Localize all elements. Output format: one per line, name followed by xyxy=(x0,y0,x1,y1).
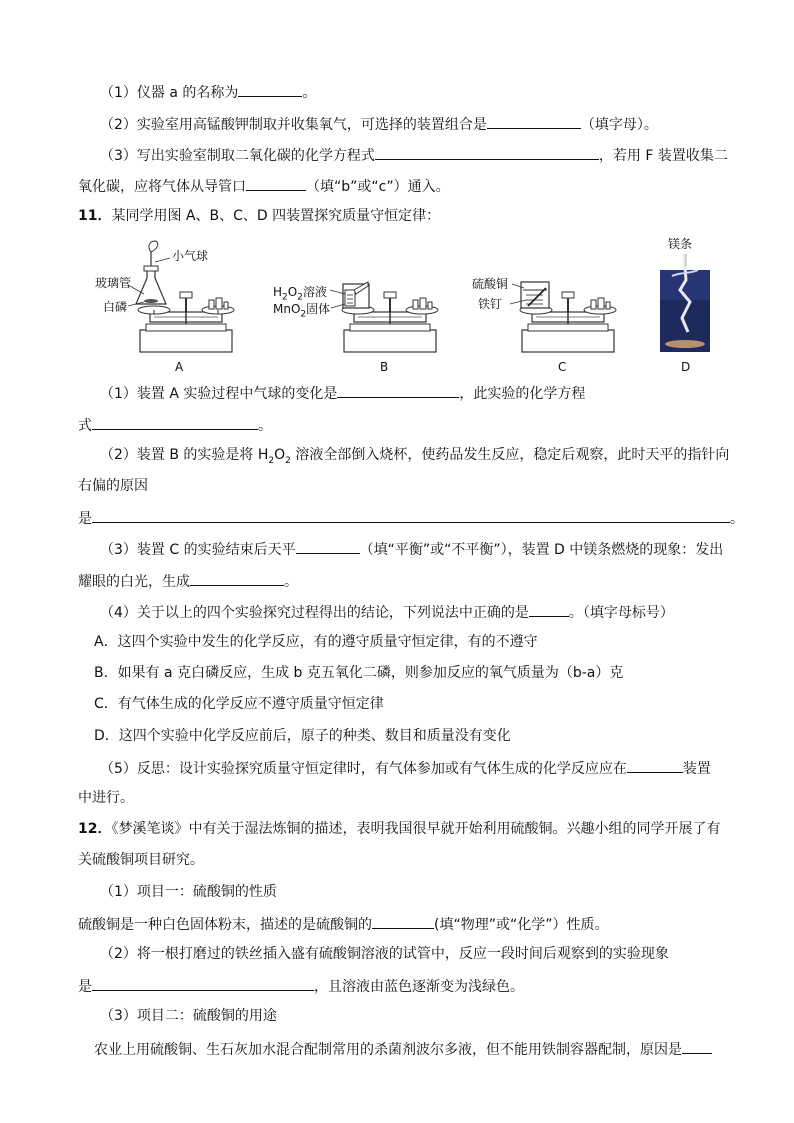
q12-p2-line2: 是 ，且溶液由蓝色逐渐变为浅绿色。 xyxy=(78,975,524,997)
answer-blank[interactable] xyxy=(238,81,302,97)
answer-blank[interactable] xyxy=(682,1038,712,1054)
answer-blank[interactable] xyxy=(627,757,683,773)
q12-p1-text: 硫酸铜是一种白色固体粉末，描述的是硫酸铜的 (填“物理”或“化学”）性质。 xyxy=(78,913,608,935)
copper-sulfate-label: 硫酸铜 xyxy=(472,277,509,291)
q12-p3-text: 农业上用硫酸铜、生石灰加水混合配制常用的杀菌剂波尔多液，但不能用铁制容器配制，原因是 xyxy=(94,1038,712,1060)
q11-option-a: A．这四个实验中发生的化学反应，有的遵守质量守恒定律，有的不遵守 xyxy=(94,634,538,650)
q11-p1-line2: 式 。 xyxy=(78,414,272,436)
q11-p3-line2: 耀眼的白光，生成 。 xyxy=(78,570,298,592)
q12-p2-line1: （2）将一根打磨过的铁丝插入盛有硫酸铜溶液的试管中，反应一段时间后观察到的实验现象 xyxy=(100,946,669,962)
device-b xyxy=(330,282,438,352)
answer-blank[interactable] xyxy=(529,601,569,617)
question-number: 11． xyxy=(78,208,112,224)
answer-blank[interactable] xyxy=(92,975,314,991)
answer-blank[interactable] xyxy=(190,570,284,586)
q11-option-b: B．如果有 a 克白磷反应，生成 b 克五氧化二磷，则参加反应的氧气质量为（b-a）克 xyxy=(94,665,624,681)
q10-s3-line2: 氧化碳，应将气体从导管口 （填“b”或“c”）通入。 xyxy=(78,175,450,197)
q12-p3: （3）项目二：硫酸铜的用途 xyxy=(100,1008,277,1024)
answer-blank[interactable] xyxy=(372,913,434,929)
device-c xyxy=(510,282,616,352)
answer-blank[interactable] xyxy=(246,175,306,191)
q10-s3-line1: （3）写出实验室制取二氧化碳的化学方程式 ，若用 F 装置收集二 xyxy=(100,144,728,166)
q11-option-d: D．这四个实验中化学反应前后，原子的种类、数目和质量没有变化 xyxy=(94,728,511,744)
iron-nail-label: 铁钉 xyxy=(478,297,503,311)
answer-blank[interactable] xyxy=(337,382,459,398)
white-phosphorus-label: 白磷 xyxy=(103,300,128,314)
q11-stem: 11．某同学用图 A、B、C、D 四装置探究质量守恒定律： xyxy=(78,208,441,224)
answer-blank[interactable] xyxy=(487,113,581,129)
mno2-label: MnO$_2$固体 xyxy=(273,302,331,320)
caption-b: B xyxy=(380,360,389,374)
q11-p3-line1: （3）装置 C 的实验结束后天平 （填“平衡”或“不平衡”），装置 D 中镁条燃烧的现象：发出 xyxy=(100,538,723,560)
balloon-label: 小气球 xyxy=(172,249,209,263)
q11-p5-line1: （5）反思：设计实验探究质量守恒定律时，有气体参加或有气体生成的化学反应应在 装置 xyxy=(100,757,711,779)
answer-blank[interactable] xyxy=(296,538,360,554)
answer-blank[interactable] xyxy=(92,414,258,430)
q11-p1-line1: （1）装置 A 实验过程中气球的变化是 ，此实验的化学方程 xyxy=(100,382,585,404)
q11-option-c: C．有气体生成的化学反应不遵守质量守恒定律 xyxy=(94,696,384,712)
q11-p4: （4）关于以上的四个实验探究过程得出的结论，下列说法中正确的是 。（填字母标号） xyxy=(100,601,674,623)
q12-p1: （1）项目一：硫酸铜的性质 xyxy=(100,884,277,900)
caption-a: A xyxy=(175,360,184,374)
question-number: 12． xyxy=(78,821,112,837)
q10-s1: （1）仪器 a 的名称为 。 xyxy=(100,81,316,103)
answer-blank[interactable] xyxy=(375,144,599,160)
q10-s2: （2）实验室用高锰酸钾制取并收集氧气，可选择的装置组合是 （填字母）。 xyxy=(100,113,658,135)
q11-p2-line3: 是 。 xyxy=(78,507,744,529)
h2o2-label: $H_2O_2$溶液 xyxy=(273,285,327,303)
glass-tube-label: 玻璃管 xyxy=(95,276,132,290)
q11-p2-line1: （2）装置 B 的实验是将 $H_2O_2$ 溶液全部倒入烧杯，使药品发生反应，稳定后观察，此时天平的指针向 xyxy=(100,447,730,466)
magnesium-ribbon-label: 镁条 xyxy=(668,237,693,251)
q12-stem-line2: 关硫酸铜项目研究。 xyxy=(78,852,204,868)
answer-blank[interactable] xyxy=(92,507,730,523)
device-d xyxy=(660,254,710,352)
q11-p2-line2: 右偏的原因 xyxy=(78,478,148,494)
q12-stem-line1: 12．《梦溪笔谈》中有关于湿法炼铜的描述，表明我国很早就开始利用硫酸铜。兴趣小组的同学开展了有 xyxy=(78,821,721,837)
caption-d: D xyxy=(681,360,691,374)
q11-figure xyxy=(0,232,794,377)
caption-c: C xyxy=(558,360,567,374)
q11-p5-line2: 中进行。 xyxy=(78,790,134,806)
